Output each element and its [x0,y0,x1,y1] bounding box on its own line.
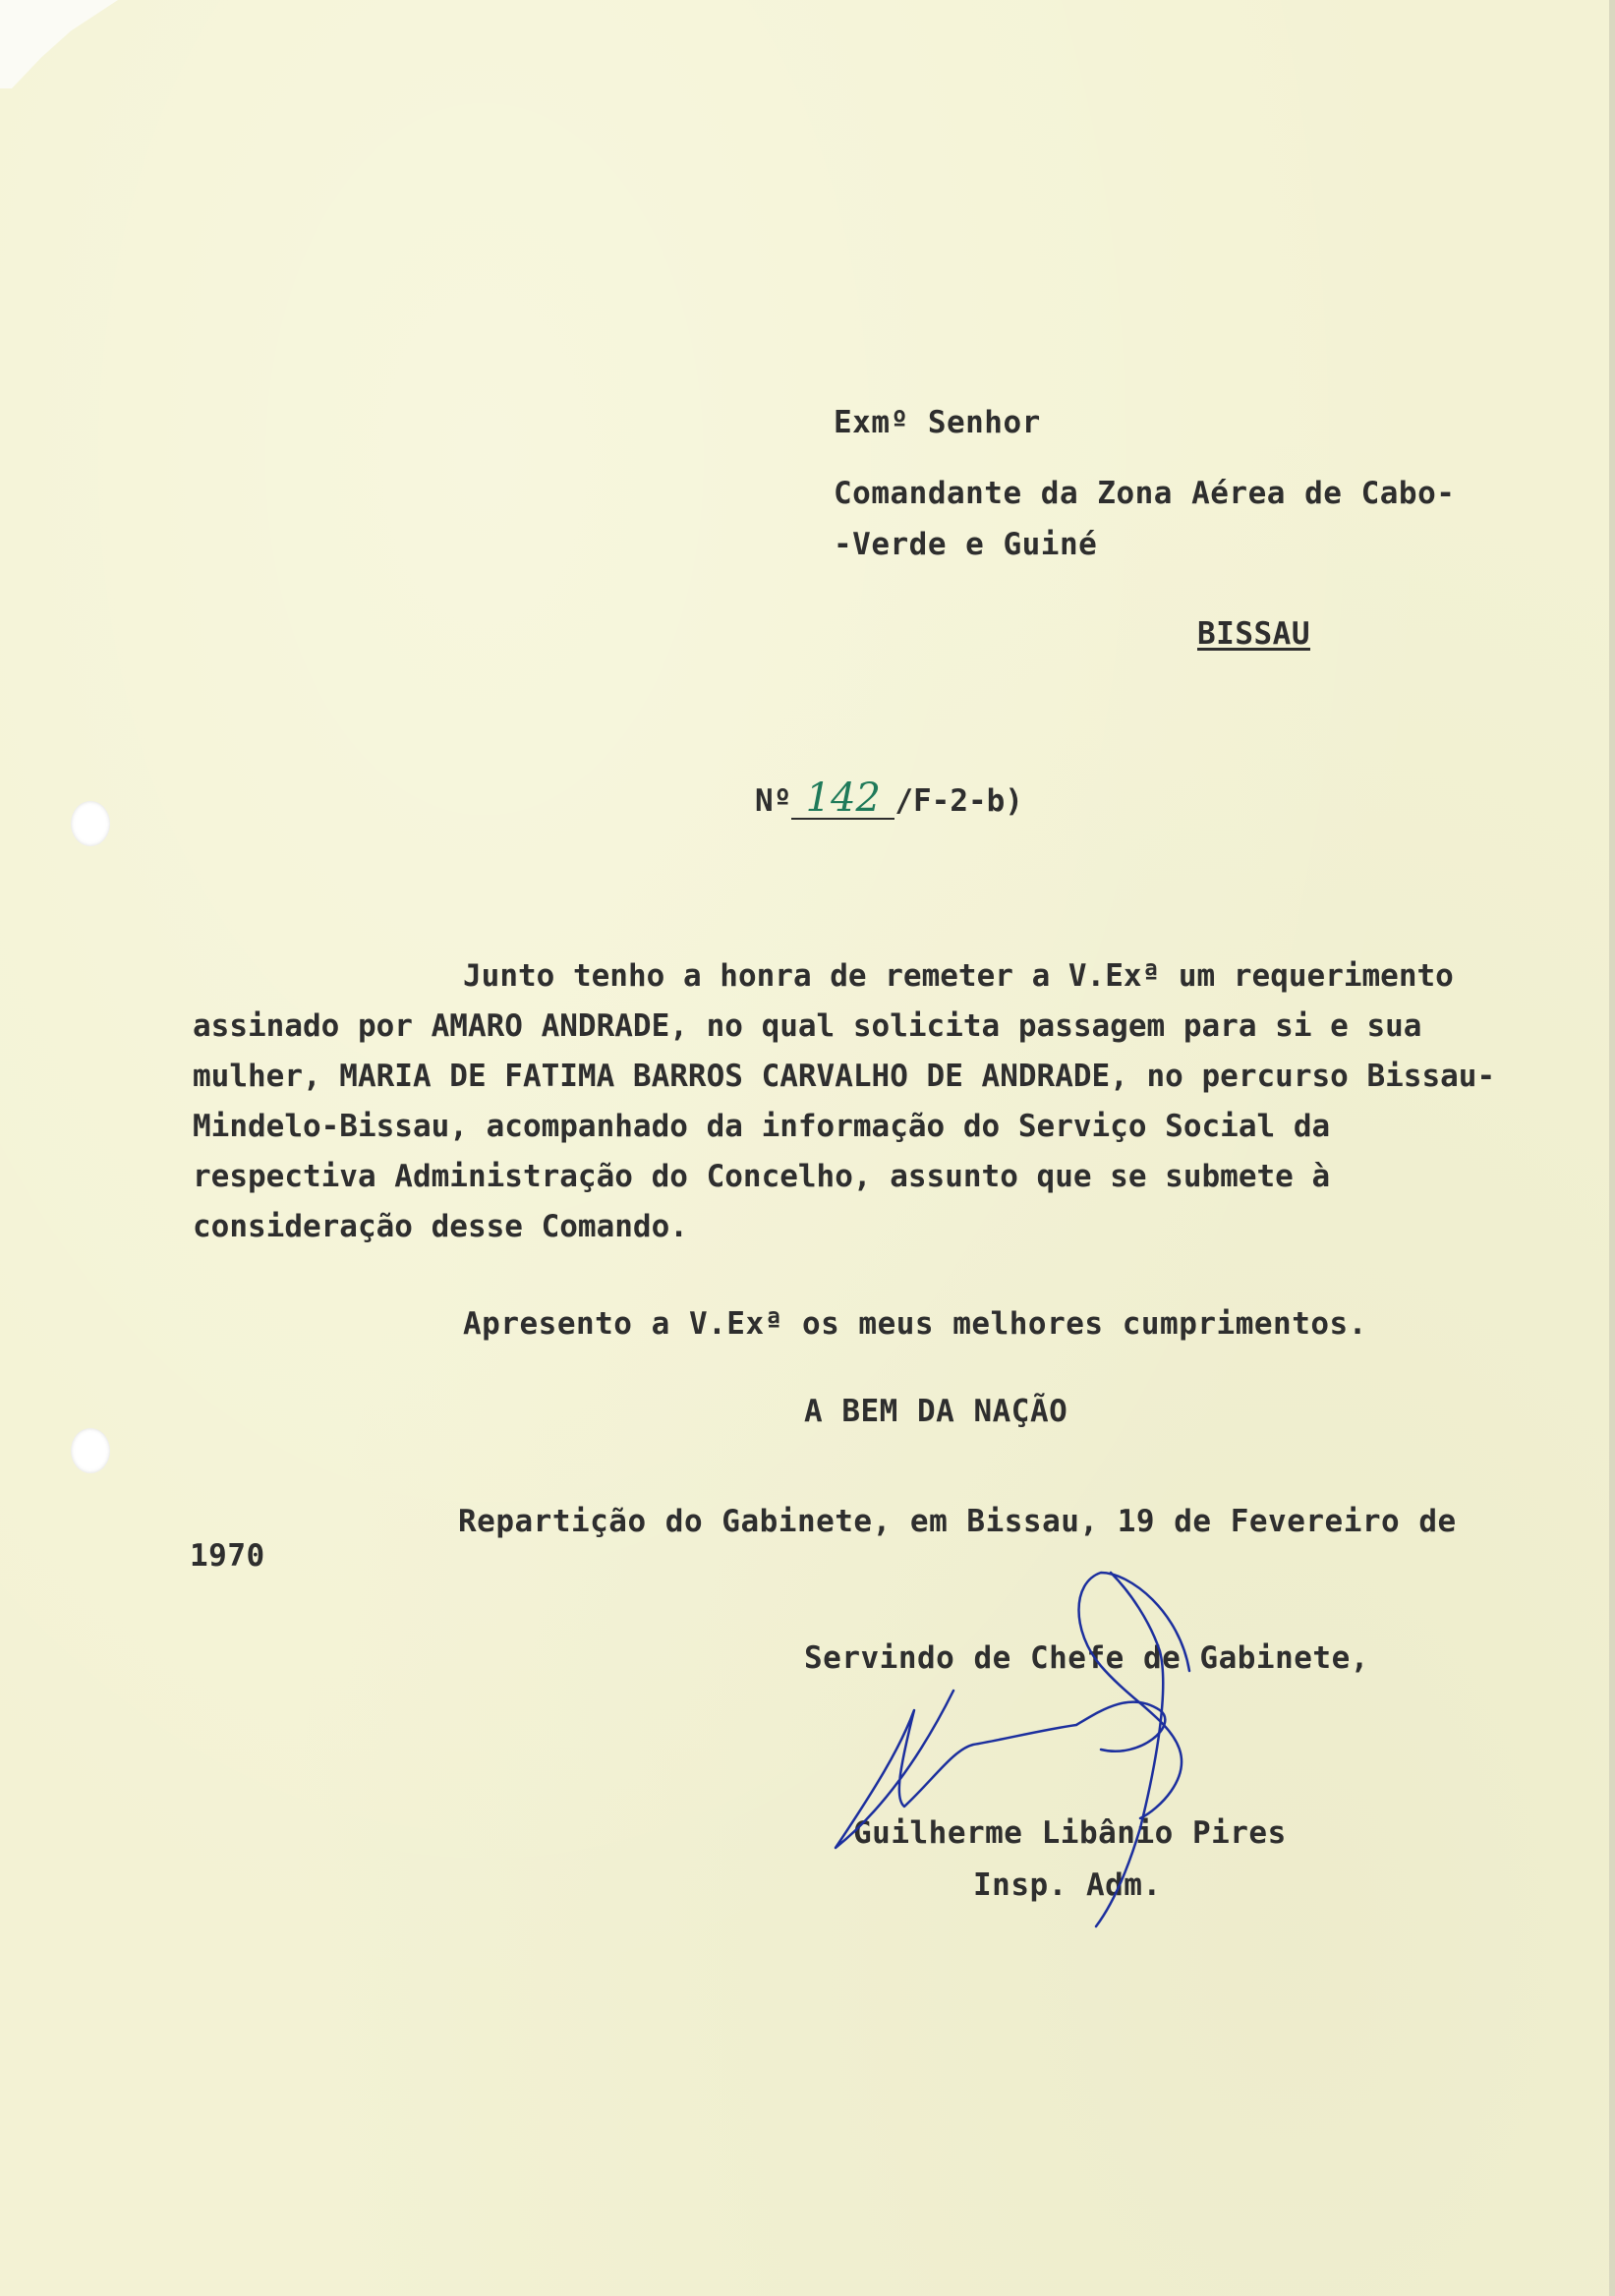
letter-body [193,951,1505,1252]
addressee-title-line-2: -Verde e Guiné [834,527,1098,562]
signature-stroke-main [836,1691,1165,1848]
closing-greeting: Apresento a V.Exª os meus melhores cumprimentos. [463,1306,1367,1342]
page-edge [1609,0,1615,2296]
torn-corner [0,0,118,88]
place-and-date: Repartição do Gabinete, em Bissau, 19 de Fevereiro de [458,1504,1457,1539]
reference-number [755,775,1023,821]
signatory-role: Servindo de Chefe de Gabinete, [804,1640,1369,1676]
handwritten-number: 142 [791,778,894,820]
signature-stroke-loop [1079,1573,1190,1818]
handwritten-signature [806,1553,1317,1946]
punch-hole-bottom [71,1428,110,1473]
date-year: 1970 [190,1538,265,1574]
addressee-title-line-1: Comandante da Zona Aérea de Cabo- [834,476,1456,511]
reference-suffix: /F-2-b) [894,783,1023,819]
addressee-city: BISSAU [1197,616,1310,652]
reference-prefix: Nº [755,783,792,819]
signatory-name: Guilherme Libânio Pires [853,1815,1287,1851]
signatory-post: Insp. Adm. [973,1867,1162,1903]
punch-hole-top [71,801,110,846]
closing-motto: A BEM DA NAÇÃO [804,1394,1068,1429]
body-paragraph: Junto tenho a honra de remeter a V.Exª um requerimento assinado por AMARO ANDRADE, no qual solicita passagem para si e sua mulher, MARIA DE FATIMA BARROS CARVALHO DE ANDRADE, no percurso Bissau-Mindelo-Bissau, acompanhado da informação do Serviço Social da respectiva Administração do Concelho, assunto que se submete à consideração desse Comando. [193,958,1496,1244]
addressee-salutation: Exmº Senhor [834,405,1041,440]
